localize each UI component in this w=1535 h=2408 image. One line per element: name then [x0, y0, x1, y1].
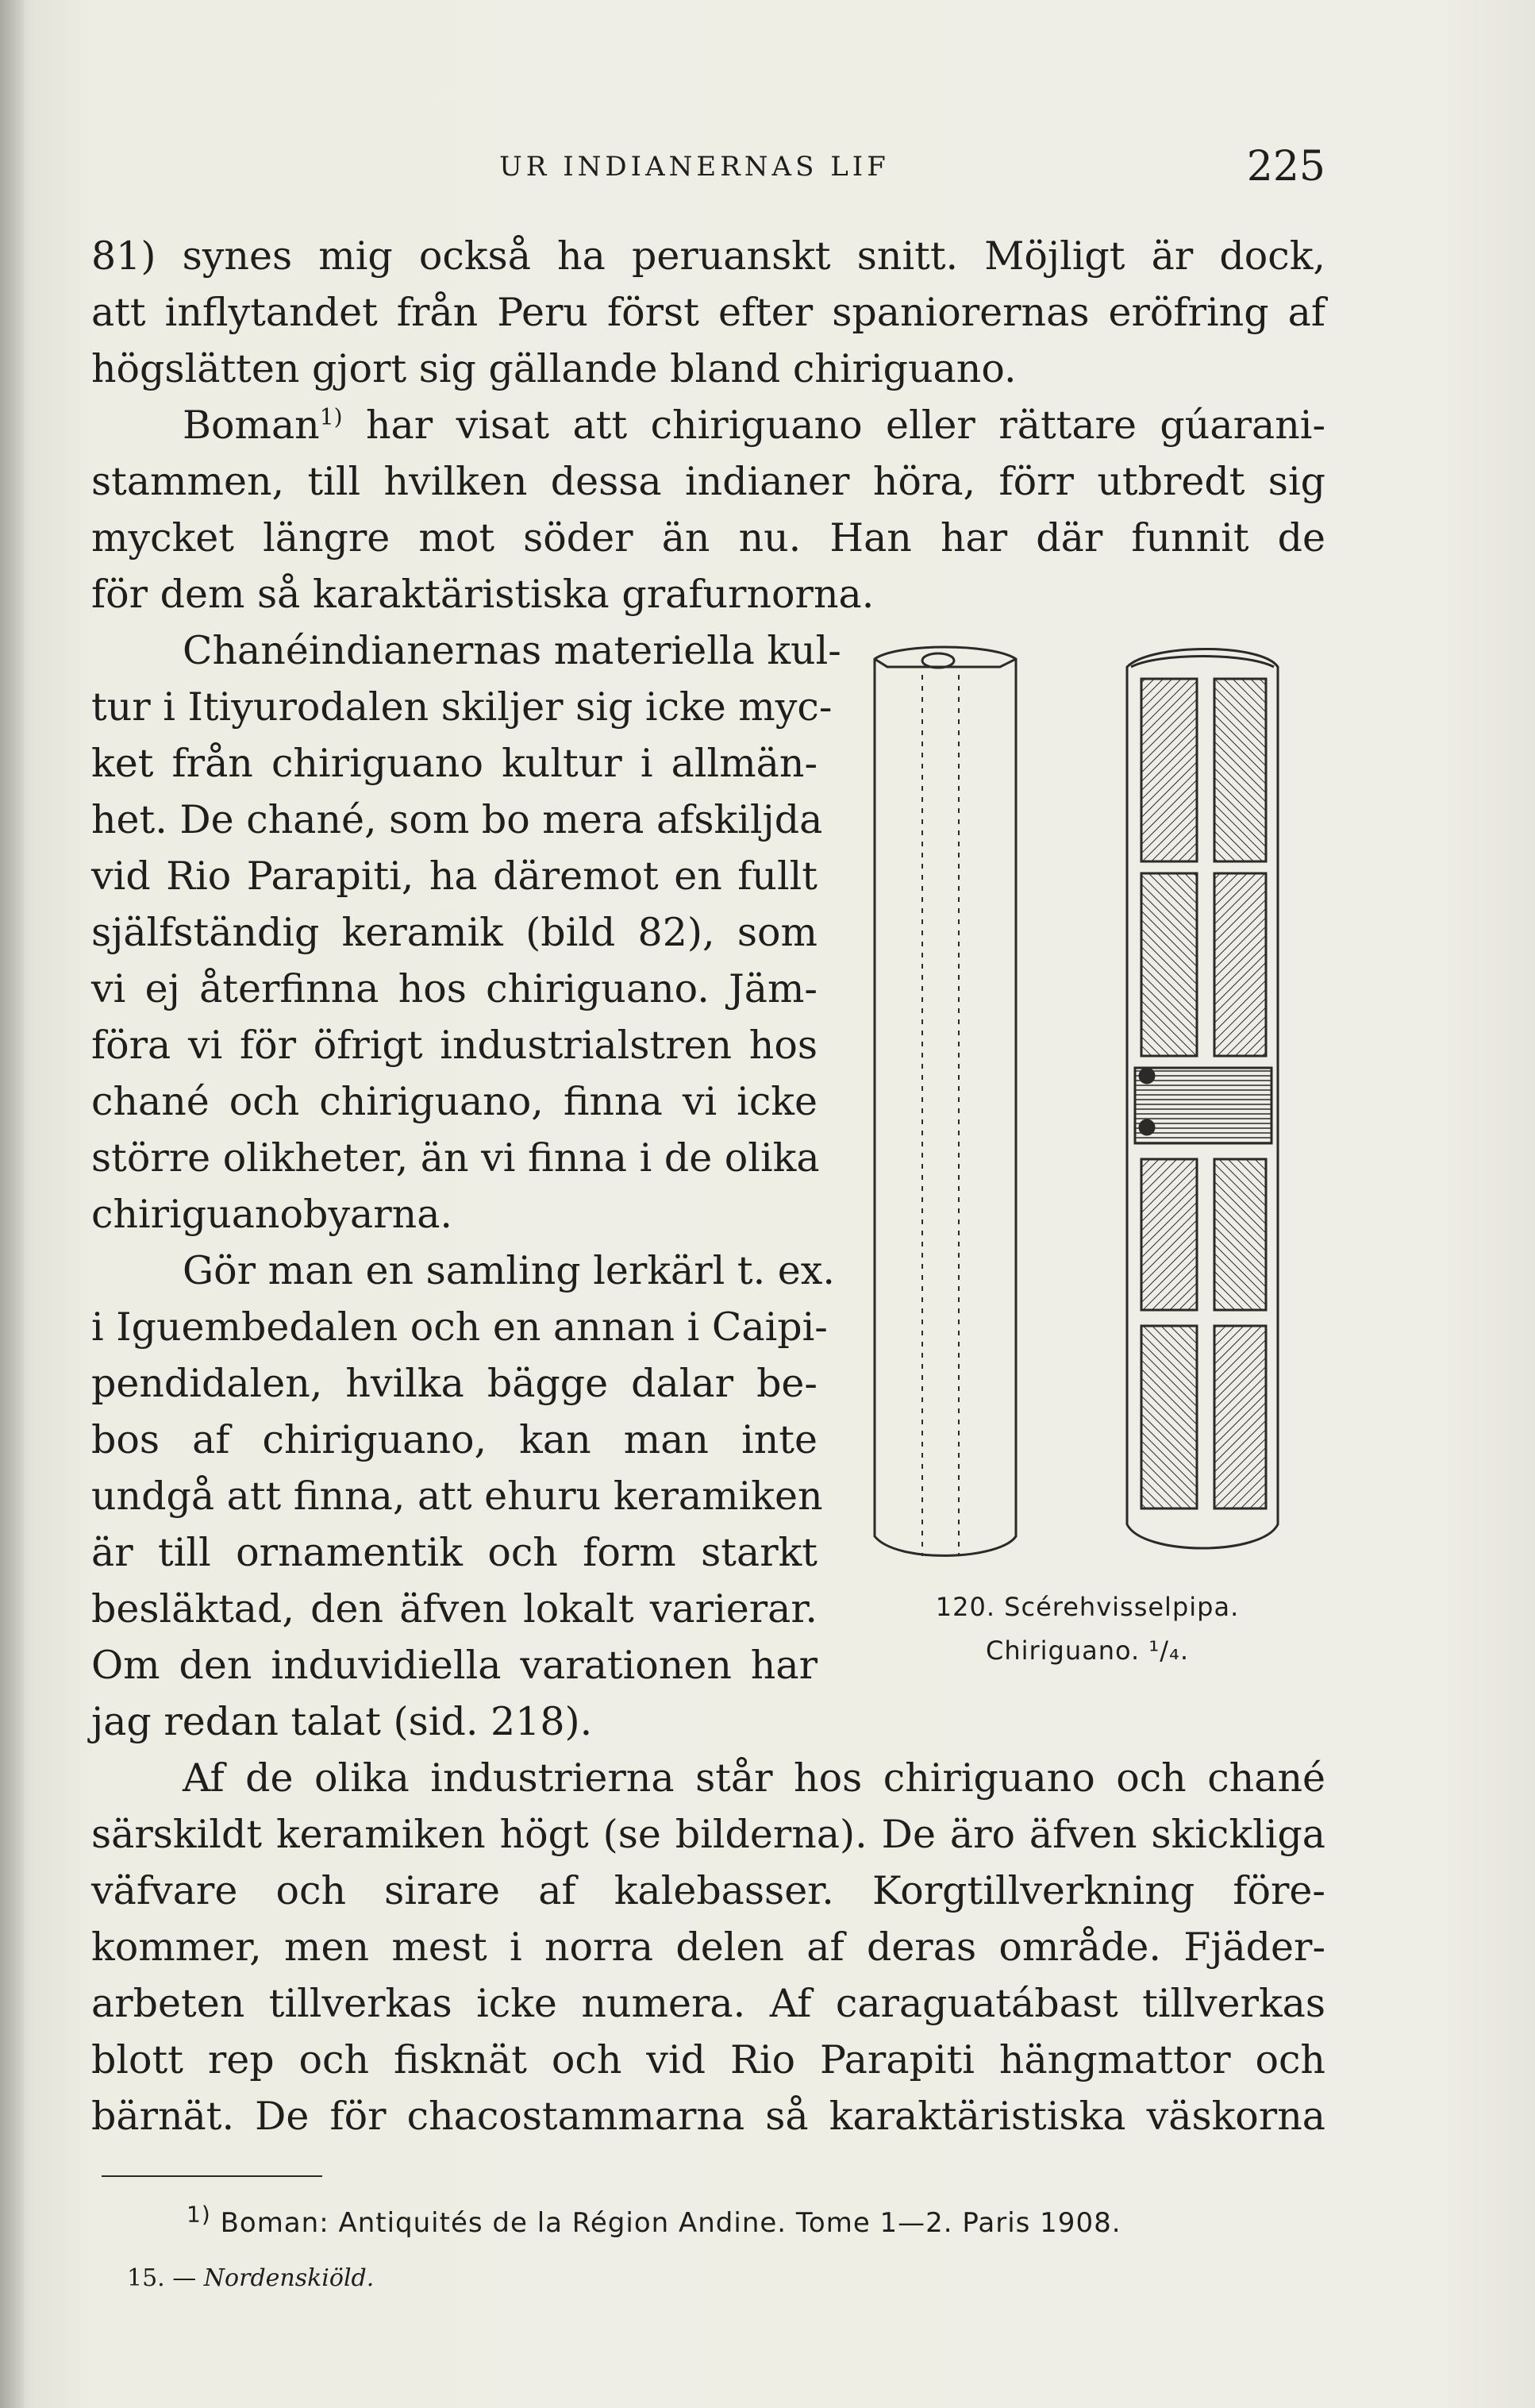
text-line: föra vi för öfrigt industrialstren hos: [91, 1023, 818, 1068]
figure-caption-source: Chiriguano. ¹/₄.: [985, 1636, 1189, 1666]
text-line: chiriguanobyarna.: [91, 1192, 452, 1237]
text-line: blott rep och fisknät och vid Rio Parapiti hängmattor och: [91, 2037, 1325, 2082]
page-number: 225: [1246, 143, 1325, 191]
pipe-decorated-drawing: [1127, 649, 1278, 1549]
text-line: stammen, till hvilken dessa indianer höra, förr utbredt sig: [91, 459, 1325, 504]
text-line: arbeten tillverkas icke numera. Af caraguatábast tillverkas: [91, 1981, 1325, 2026]
text-line: bos af chiriguano, kan man inte: [91, 1417, 818, 1462]
text-line-boman: [91, 399, 1325, 452]
book-spine-shadow: [0, 0, 24, 2408]
whistle-pipe-illustration: [865, 635, 1310, 1580]
author-name: Boman: [183, 403, 320, 448]
text-line: ket från chiriguano kultur i allmän-: [91, 741, 818, 786]
text-line: högslätten gjort sig gällande bland chiriguano.: [91, 346, 1017, 391]
text-line: vid Rio Parapiti, ha däremot en fullt: [91, 853, 818, 899]
text-line: Chanéindianernas materiella kul-: [183, 628, 841, 673]
text-line: för dem så karaktäristiska grafurnorna.: [91, 572, 875, 617]
text-line: jag redan talat (sid. 218).: [91, 1699, 593, 1744]
text-line: bärnät. De för chacostammarna så karaktäristiska väskorna: [91, 2094, 1325, 2139]
text-line: är till ornamentik och form starkt: [91, 1530, 818, 1575]
text-line: själfständig keramik (bild 82), som: [91, 910, 818, 955]
text-line: besläktad, den äfven lokalt varierar.: [91, 1586, 818, 1632]
text-line: pendidalen, hvilka bägge dalar be-: [91, 1361, 818, 1406]
pipe-section-drawing: [875, 647, 1016, 1556]
text-line: chané och chiriguano, finna vi icke: [91, 1079, 818, 1124]
text-line: undgå att finna, att ehuru keramiken: [91, 1474, 823, 1519]
text-line: större olikheter, än vi finna i de olika: [91, 1135, 820, 1181]
text-line: vi ej återfinna hos chiriguano. Jäm-: [91, 966, 818, 1011]
text-line: mycket längre mot söder än nu. Han har där funnit de: [91, 515, 1325, 561]
figure-caption-number: 120. Scérehvisselpipa.: [935, 1592, 1240, 1622]
text-line: särskildt keramiken högt (se bilderna). De äro äfven skickliga: [91, 1812, 1325, 1857]
footnote-rule: [102, 2175, 322, 2177]
text-line: att inflytandet från Peru först efter spaniorernas eröfring af: [91, 290, 1325, 335]
text-line: 81) synes mig också ha peruanskt snitt. Möjligt är dock,: [91, 233, 1325, 279]
text-line: i Iguembedalen och en annan i Caipi-: [91, 1304, 828, 1350]
text-line: Gör man en samling lerkärl t. ex.: [183, 1248, 835, 1293]
printer-signature: [127, 2259, 374, 2298]
footnote-ref: 1): [319, 403, 343, 430]
text-fragment: har visat att chiriguano eller rättare gúarani-: [365, 403, 1325, 448]
footnote-marker: 1): [187, 2201, 211, 2228]
footnote: [187, 2199, 1329, 2247]
text-line: väfvare och sirare af kalebasser. Korgtillverkning före-: [91, 1868, 1325, 1913]
text-line: Om den induvidiella varationen har: [91, 1643, 818, 1688]
footnote-text: Boman: Antiquités de la Région Andine. Tome 1—2. Paris 1908.: [220, 2207, 1121, 2239]
signature-number: 15. —: [127, 2264, 197, 2292]
text-line: Af de olika industrierna står hos chiriguano och chané: [183, 1755, 1325, 1801]
text-line: tur i Itiyurodalen skiljer sig icke myc-: [91, 684, 833, 730]
text-line: het. De chané, som bo mera afskiljda: [91, 797, 823, 842]
signature-author: Nordenskiöld.: [203, 2264, 375, 2292]
text-line: kommer, men mest i norra delen af deras område. Fjäder-: [91, 1924, 1325, 1970]
running-title: UR INDIANERNAS LIF: [499, 151, 890, 183]
